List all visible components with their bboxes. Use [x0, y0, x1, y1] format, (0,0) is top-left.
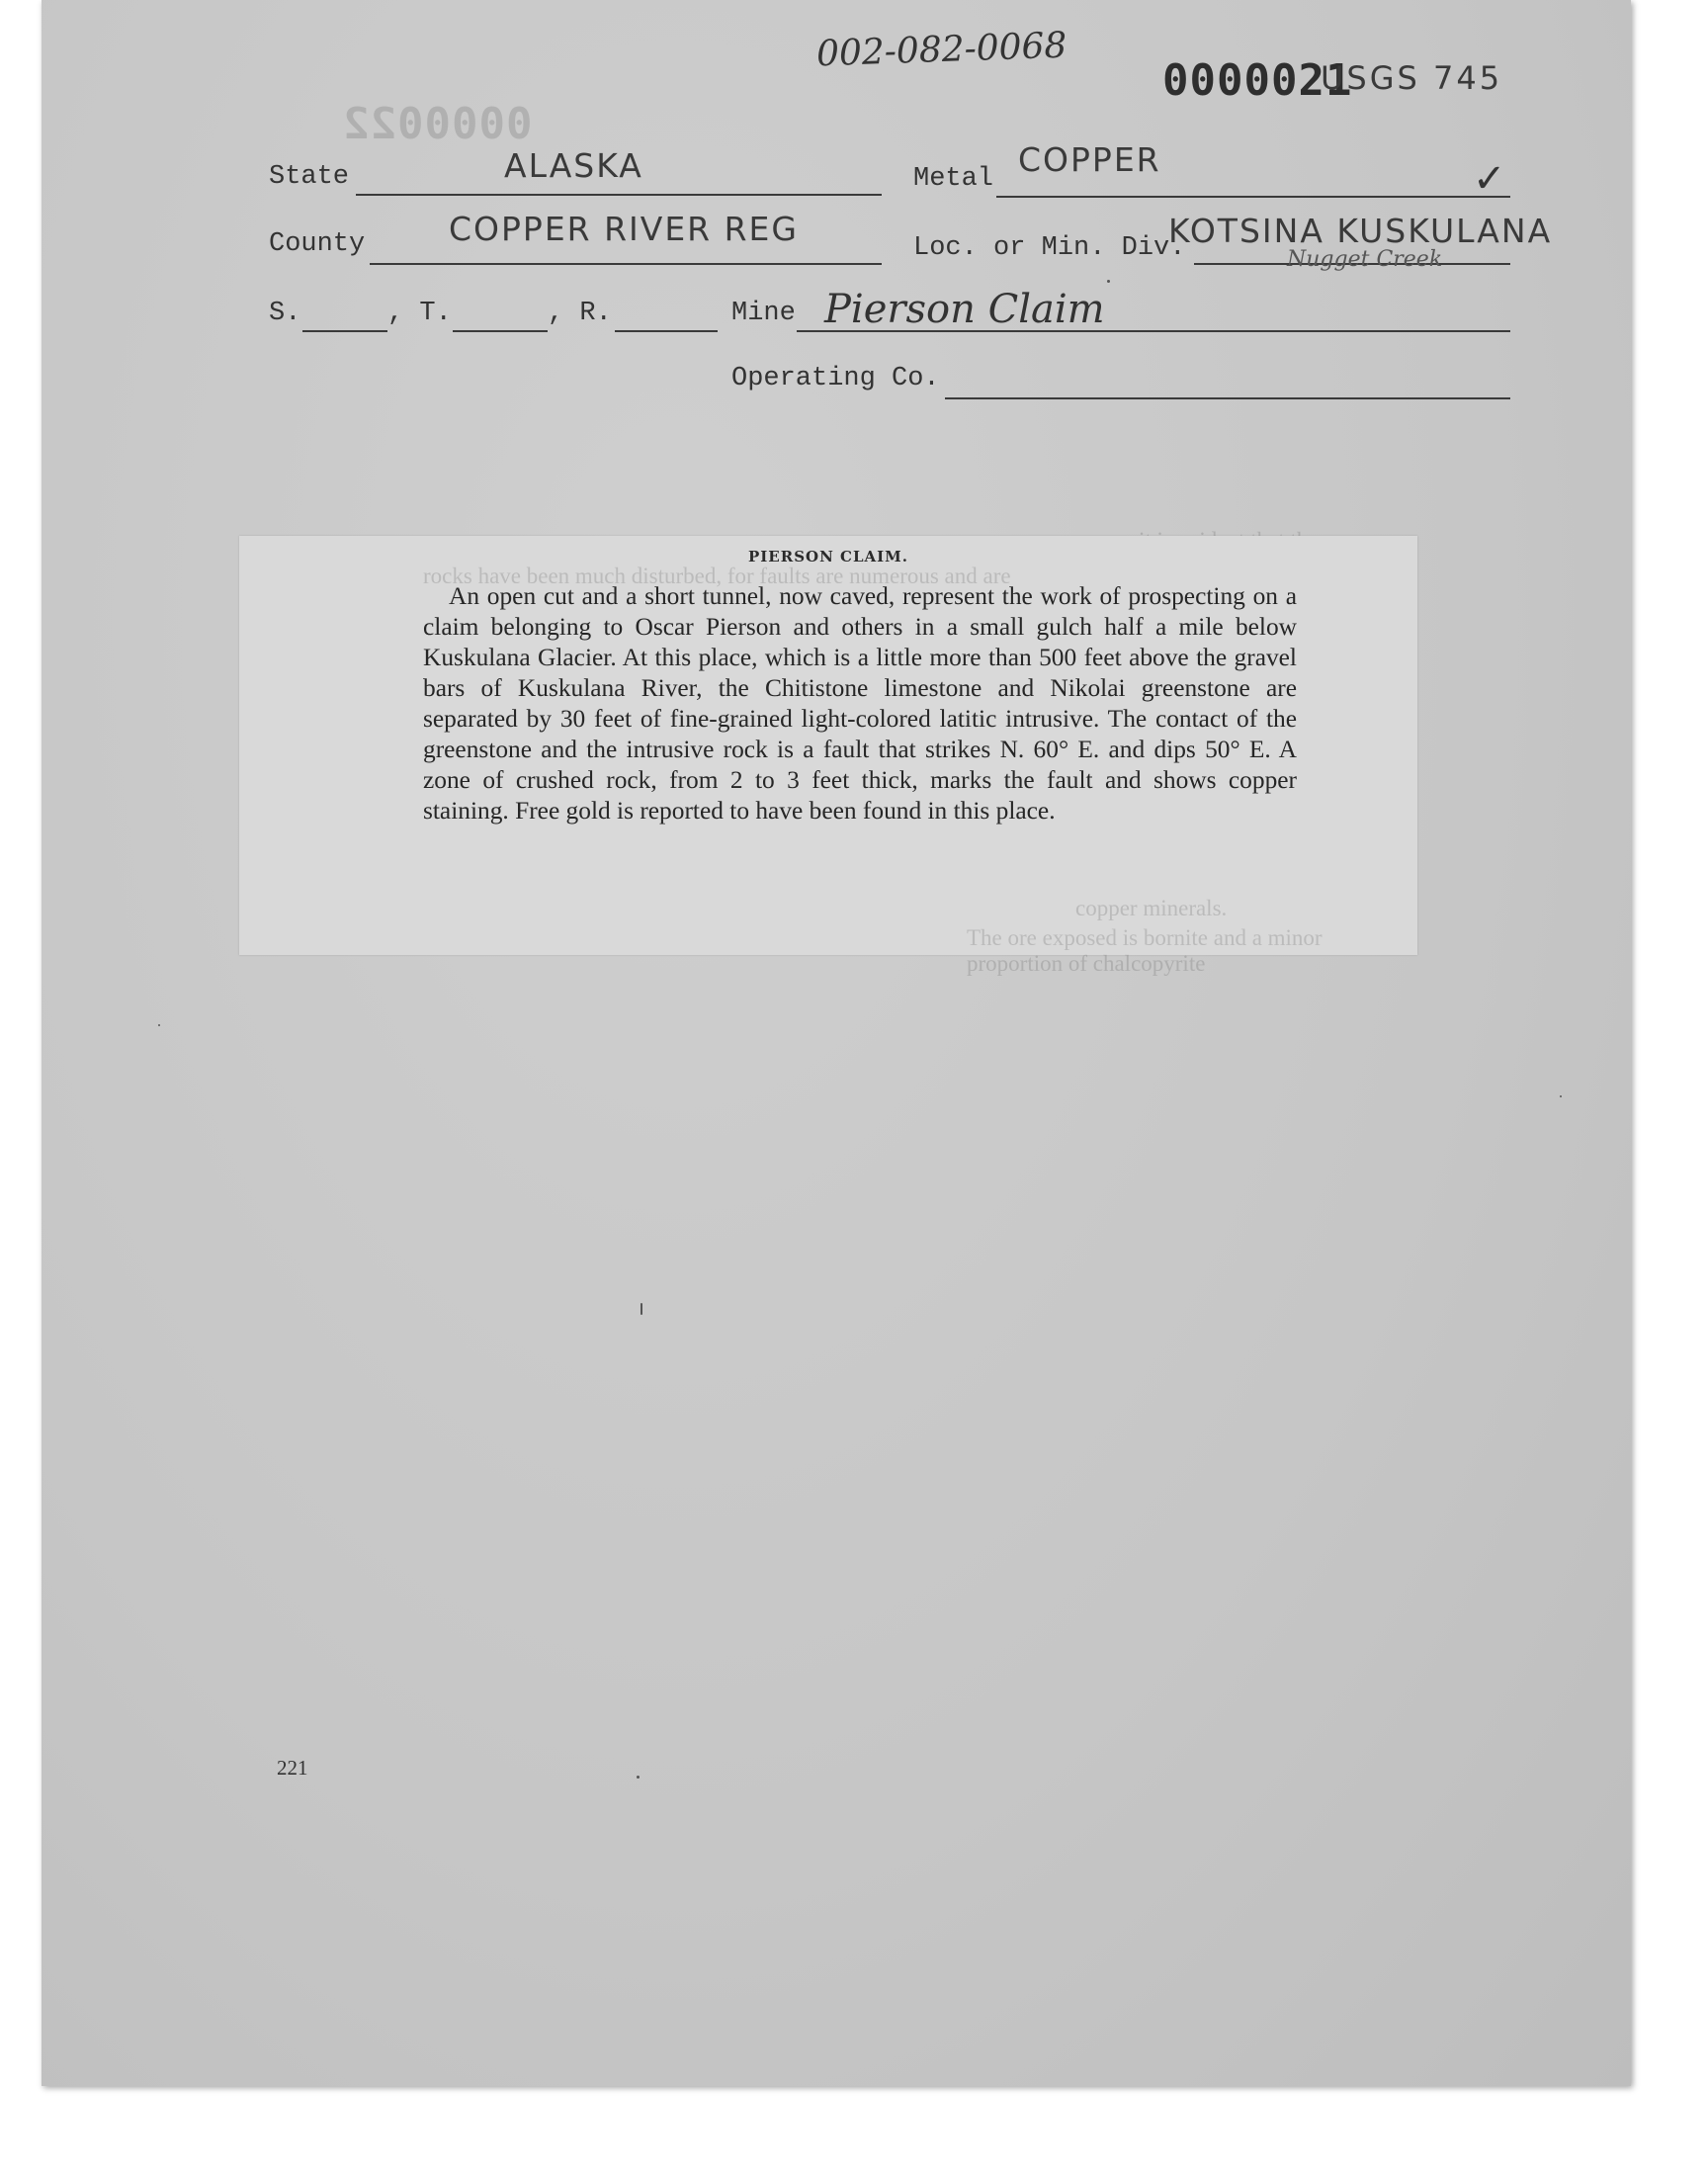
dust-speck [1560, 1095, 1562, 1097]
mine-label: Mine [731, 299, 796, 328]
dust-speck [637, 1776, 640, 1779]
township-underline [453, 330, 548, 332]
section-label: S. [269, 299, 301, 328]
operating-co-underline [945, 397, 1510, 399]
stamp-ghost-number: 0000022 [342, 99, 533, 149]
clipping-body: An open cut and a short tunnel, now caved, represent the work of prospecting on a claim belonging to Oscar Pierson and others in a small gulch half a mile below Kuskulana Glacier. At this place, which is a little more than 500 feet above the gravel bars of Kuskulana River, the Chitistone limestone and Nikolai greenstone are separated by 30 feet of fine-grained light-colored latitic intrusive. The contact of the greenstone and the intrusive rock is a fault that strikes N. 60° E. and dips 50° E. A zone of crushed rock, from 2 to 3 feet thick, marks the fault and shows copper staining. Free gold is reported to have been found in this place. [423, 582, 1297, 825]
stamp-number: 0000021 [1162, 55, 1353, 106]
clipping-title: PIERSON CLAIM. [748, 548, 908, 566]
range-label: , R. [548, 299, 612, 328]
metal-label: Metal [913, 164, 994, 194]
bleed-through-bottom-1: copper minerals. [1075, 896, 1228, 920]
county-value: COPPER RIVER REG [449, 210, 799, 248]
dust-speck [158, 1024, 160, 1026]
handwritten-file-id: 002-082-0068 [815, 25, 1068, 75]
page-number: 221 [277, 1756, 308, 1780]
usgs-label: USGS 745 [1321, 59, 1503, 97]
report-clipping [239, 536, 1417, 976]
mine-value-handwritten: Pierson Claim [824, 287, 1105, 332]
operating-co-label: Operating Co. [731, 364, 940, 393]
county-underline [370, 263, 882, 265]
township-label: , T. [387, 299, 452, 328]
loc-value: KOTSINA KUSKULANA [1168, 212, 1553, 250]
metal-underline [996, 196, 1510, 198]
state-underline [356, 194, 882, 196]
state-label: State [269, 162, 350, 192]
dust-speck [640, 1303, 642, 1315]
bleed-through-bottom-2: The ore exposed is bornite and a minor proportion of chalcopyrite [967, 925, 1323, 976]
check-mark-icon: ✓ [1473, 156, 1506, 202]
range-underline [615, 330, 718, 332]
county-label: County [269, 229, 366, 259]
dust-speck [1107, 280, 1110, 283]
bleed-through-top-2: rocks have been much disturbed, for faults are numerous and are [423, 564, 1011, 588]
state-value: ALASKA [504, 146, 643, 185]
loc-handwritten-note: Nugget Creek [1287, 247, 1443, 272]
metal-value: COPPER [1018, 140, 1161, 179]
loc-label: Loc. or Min. Div. [913, 233, 1186, 263]
section-underline [302, 330, 387, 332]
